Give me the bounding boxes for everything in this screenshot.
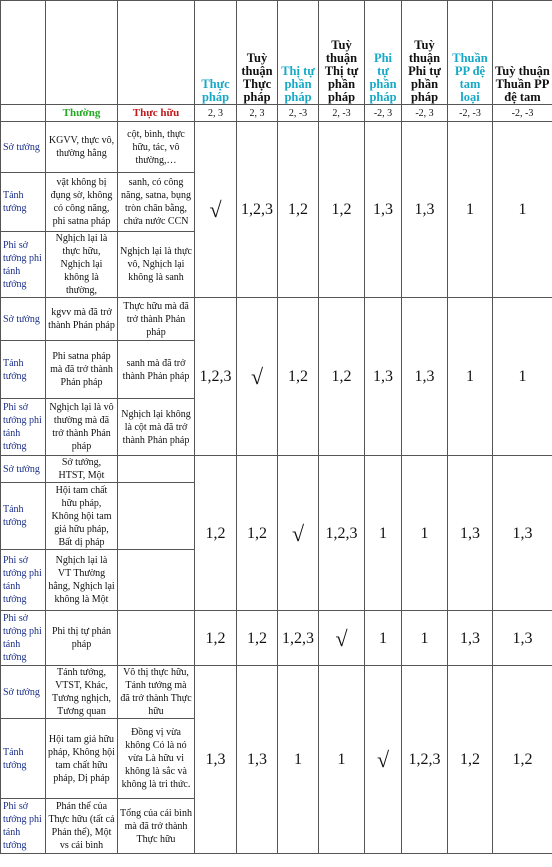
- header-cell-label: [1, 1, 46, 105]
- thuong-cell: vật không bị đụng sờ, không có công năng, phi satna pháp: [46, 173, 118, 232]
- row-label: Phi sở tướng phi tánh tướng: [1, 399, 46, 456]
- value-cell: 1,3: [493, 456, 552, 611]
- thuc-huu-cell: Vô thị thực hữu, Tánh tướng mà đã trở thành Thực hữu: [118, 666, 195, 719]
- thuc-huu-cell: sanh mà đã trở thành Phản pháp: [118, 341, 195, 399]
- header-cell-thuong: [46, 1, 118, 105]
- code-cell: -2, 3: [402, 105, 448, 122]
- value-cell: 1: [493, 298, 552, 456]
- thuc-huu-cell: sanh, có công năng, satna, bụng tròn chân bằng, chứa nước CCN: [118, 173, 195, 232]
- column-header-thi-tu-phan-phap: Thị tự phần pháp: [278, 1, 319, 105]
- row-label: Phi sở tướng phi tánh tướng: [1, 550, 46, 611]
- subheader-empty: [1, 105, 46, 122]
- table-body: [1, 122, 552, 854]
- thuong-cell: Phi satna pháp mà đã trở thành Phản pháp: [46, 341, 118, 399]
- value-cell: 1,3: [402, 298, 448, 456]
- value-cell: 1: [319, 666, 365, 854]
- header-row: [1, 1, 552, 105]
- row-label: Tánh tướng: [1, 341, 46, 399]
- code-cell: -2, -3: [493, 105, 552, 122]
- value-cell: 1: [402, 611, 448, 666]
- value-cell: 1,2: [195, 456, 237, 611]
- value-cell: 1: [365, 611, 402, 666]
- thuc-huu-cell: [118, 483, 195, 550]
- column-header-tuy-thuan-thuan-pp-de-tam: Tuỳ thuận Thuần PP đệ tam: [493, 1, 552, 105]
- row-label: Sở tướng: [1, 298, 46, 341]
- thuong-cell: Nghịch lại là VT Thường hằng, Nghịch lại không là Một: [46, 550, 118, 611]
- column-header-thuan-pp-de-tam-loai: Thuần PP đệ tam loại: [448, 1, 493, 105]
- code-cell: 2, -3: [278, 105, 319, 122]
- thuc-huu-cell: cột, bình, thực hữu, tác, vô thường,…: [118, 122, 195, 173]
- value-cell: 1: [493, 122, 552, 298]
- column-header-thuc-phap: Thực pháp: [195, 1, 237, 105]
- column-header-tuy-thuan-thi-tu-phan-phap: Tuỳ thuận Thị tự phần pháp: [319, 1, 365, 105]
- thuong-cell: KGVV, thực vô, thường hằng: [46, 122, 118, 173]
- thuc-huu-cell: [118, 456, 195, 483]
- thuc-huu-cell: Nghịch lại là thực vô, Nghịch lại không là sanh: [118, 232, 195, 298]
- value-cell: 1,2: [448, 666, 493, 854]
- subheader-row: [1, 105, 552, 122]
- thuong-cell: Tánh tướng, VTST, Khác, Tương nghịch, Tương quan: [46, 666, 118, 719]
- column-header-phi-tu-phan-phap: Phi tự phần pháp: [365, 1, 402, 105]
- code-cell: 2, 3: [237, 105, 278, 122]
- table-row: [1, 298, 552, 341]
- row-label: Tánh tướng: [1, 173, 46, 232]
- row-label: Tánh tướng: [1, 719, 46, 799]
- table-row: [1, 666, 552, 719]
- check-mark-cell: √: [278, 456, 319, 611]
- table-row: [1, 122, 552, 173]
- check-mark-cell: √: [365, 666, 402, 854]
- thuc-huu-cell: Nghịch lại không là cột mà đã trở thành Phản pháp: [118, 399, 195, 456]
- value-cell: 1: [402, 456, 448, 611]
- value-cell: 1,2: [237, 456, 278, 611]
- code-cell: 2, -3: [319, 105, 365, 122]
- row-label: Phi sở tướng phi tánh tướng: [1, 611, 46, 666]
- value-cell: 1: [448, 298, 493, 456]
- row-label: Phi sở tướng phi tánh tướng: [1, 232, 46, 298]
- value-cell: 1,2: [319, 122, 365, 298]
- column-header-tuy-thuan-phi-tu-phan-phap: Tuỳ thuận Phi tự phần pháp: [402, 1, 448, 105]
- thuc-huu-cell: Đồng vị vừa không Có là nó vừa Là hữu vi không là sắc và không là tri thức.: [118, 719, 195, 799]
- thuong-cell: Hội tam giả hữu pháp, Không hội tam chất hữu pháp, Dị pháp: [46, 719, 118, 799]
- table-row: [1, 456, 552, 483]
- value-cell: 1: [278, 666, 319, 854]
- value-cell: 1,2: [278, 122, 319, 298]
- value-cell: 1,2: [319, 298, 365, 456]
- table-row: [1, 611, 552, 666]
- row-label: Tánh tướng: [1, 483, 46, 550]
- thuong-cell: Nghịch lại là thực hữu, Nghịch lại không là thường,: [46, 232, 118, 298]
- check-mark-cell: √: [319, 611, 365, 666]
- thuong-cell: Hội tam chất hữu pháp, Không hội tam giả hữu pháp, Bất dị pháp: [46, 483, 118, 550]
- thuong-cell: Phi thị tự phản pháp: [46, 611, 118, 666]
- thuc-huu-cell: [118, 550, 195, 611]
- value-cell: 1,2: [493, 666, 552, 854]
- header-cell-thuc-huu: [118, 1, 195, 105]
- column-header-tuy-thuan-thuc-phap: Tuỳ thuận Thực pháp: [237, 1, 278, 105]
- value-cell: 1,3: [448, 611, 493, 666]
- value-cell: 1,2: [195, 611, 237, 666]
- value-cell: 1,3: [493, 611, 552, 666]
- code-cell: -2, -3: [448, 105, 493, 122]
- row-label: Sở tướng: [1, 666, 46, 719]
- thuc-huu-cell: [118, 611, 195, 666]
- value-cell: 1,3: [365, 122, 402, 298]
- code-cell: 2, 3: [195, 105, 237, 122]
- value-cell: 1: [448, 122, 493, 298]
- thuc-huu-cell: Tổng của cái bình mà đã trở thành Thực hữu: [118, 799, 195, 854]
- value-cell: 1,3: [402, 122, 448, 298]
- value-cell: 1,2,3: [319, 456, 365, 611]
- check-mark-cell: √: [195, 122, 237, 298]
- thuong-cell: Nghịch lại là vô thường mà đã trở thành Phản pháp: [46, 399, 118, 456]
- value-cell: 1,3: [237, 666, 278, 854]
- thuc-huu-cell: Thực hữu mà đã trở thành Phản pháp: [118, 298, 195, 341]
- row-label: Sở tướng: [1, 122, 46, 173]
- subheader-thuong: Thường: [46, 105, 118, 122]
- value-cell: 1,2,3: [195, 298, 237, 456]
- check-mark-cell: √: [237, 298, 278, 456]
- thuong-cell: Phản thể của Thực hữu (tất cả Phản thể), Một vs cái bình: [46, 799, 118, 854]
- code-cell: -2, 3: [365, 105, 402, 122]
- value-cell: 1,3: [448, 456, 493, 611]
- value-cell: 1: [365, 456, 402, 611]
- value-cell: 1,2,3: [278, 611, 319, 666]
- value-cell: 1,2,3: [402, 666, 448, 854]
- value-cell: 1,2: [237, 611, 278, 666]
- value-cell: 1,2: [278, 298, 319, 456]
- thuong-cell: kgvv mà đã trở thành Phản pháp: [46, 298, 118, 341]
- value-cell: 1,2,3: [237, 122, 278, 298]
- row-label: Phi sở tướng phi tánh tướng: [1, 799, 46, 854]
- subheader-thuc-huu: Thực hữu: [118, 105, 195, 122]
- value-cell: 1,3: [195, 666, 237, 854]
- value-cell: 1,3: [365, 298, 402, 456]
- thuong-cell: Sở tướng, HTST, Một: [46, 456, 118, 483]
- row-label: Sở tướng: [1, 456, 46, 483]
